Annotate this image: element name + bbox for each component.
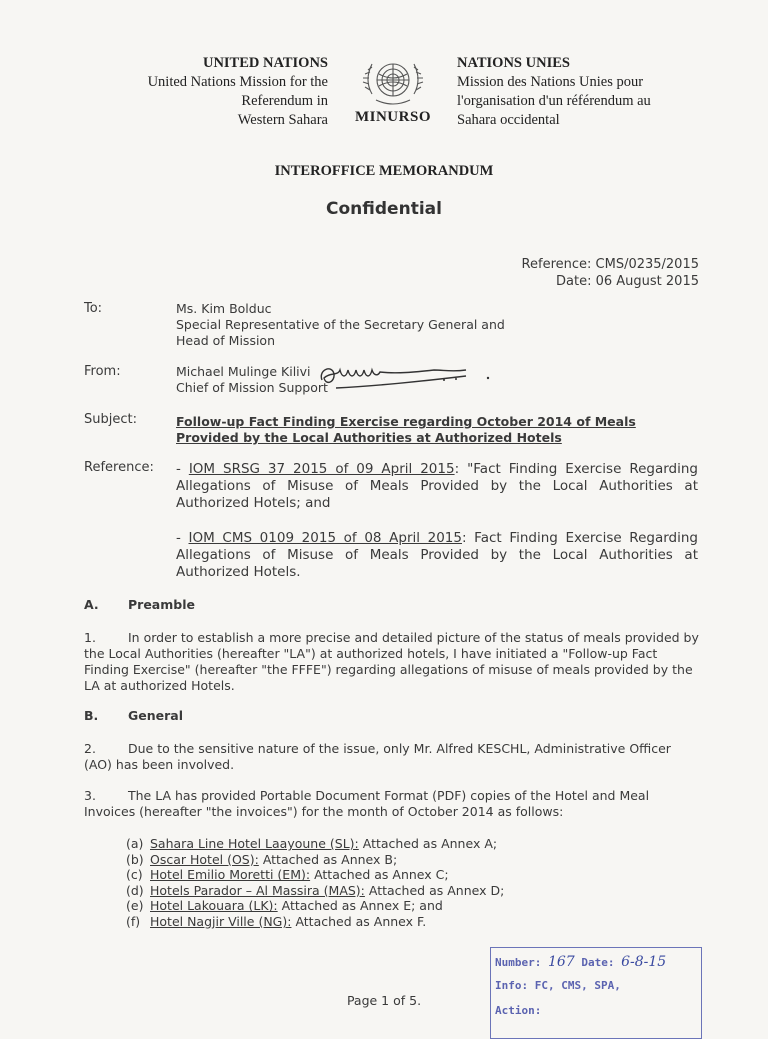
to-block bbox=[176, 301, 505, 349]
stamp-number-value: 167 bbox=[547, 954, 575, 970]
reference-label: Reference: bbox=[84, 460, 154, 475]
section-title: General bbox=[128, 708, 183, 723]
paragraph-text: Due to the sensitive nature of the issue, only Mr. Alfred KESCHL, Administrative Officer (AO) has been involved. bbox=[84, 741, 671, 772]
org-name-fr: NATIONS UNIES bbox=[457, 55, 570, 71]
org-name-en: UNITED NATIONS bbox=[202, 55, 328, 71]
section-heading bbox=[84, 708, 183, 723]
reference-item bbox=[176, 530, 698, 581]
signature-icon bbox=[316, 358, 496, 398]
paragraph-text: In order to establish a more precise and detailed picture of the status of meals provided by the Local Authorities (hereafter "LA") at authorized hotels, I have initiated a "Follow-up Fact Finding Exercise" (hereafter "the FFFE") regarding allegations of misuse of meals provided by the LA at authorized Hotels. bbox=[84, 630, 699, 693]
reference-link: IOM SRSG 37 2015 of 09 April 2015 bbox=[188, 461, 455, 477]
hotel-name: Oscar Hotel (OS): bbox=[150, 851, 259, 867]
paragraph bbox=[84, 630, 700, 694]
list-item bbox=[126, 898, 504, 914]
mission-line-fr-2: l'organisation d'un référendum au bbox=[457, 93, 651, 109]
section-letter: B. bbox=[84, 708, 99, 723]
reference-item-dash: - bbox=[176, 530, 189, 546]
reference-item-dash: - bbox=[176, 461, 189, 477]
annex-letter: (a) bbox=[126, 836, 144, 851]
mission-line-fr-3: Sahara occidental bbox=[457, 112, 560, 128]
mission-acronym: MINURSO bbox=[354, 109, 431, 125]
recipient-name: Ms. Kim Bolduc bbox=[176, 301, 272, 316]
sender-title: Chief of Mission Support bbox=[176, 380, 328, 395]
subject-text: Follow-up Fact Finding Exercise regarding October 2014 of Meals Provided by the Local Authorities at Authorized Hotels bbox=[176, 414, 636, 445]
un-emblem-icon bbox=[354, 52, 432, 112]
paragraph bbox=[84, 741, 700, 773]
stamp-action-label: Action: bbox=[495, 1004, 542, 1017]
recipient-title-2: Head of Mission bbox=[176, 333, 276, 348]
letterhead-english bbox=[120, 54, 328, 130]
stamp-number-row bbox=[495, 954, 666, 970]
annex-ref: Attached as Annex D; bbox=[368, 882, 505, 898]
annex-ref: Attached as Annex F. bbox=[295, 913, 427, 929]
hotel-name: Hotel Lakouara (LK): bbox=[150, 898, 278, 914]
stamp-info: Info: FC, CMS, SPA, bbox=[495, 979, 621, 992]
annex-ref: Attached as Annex A; bbox=[362, 836, 498, 851]
mission-line-en-1: United Nations Mission for the bbox=[147, 74, 328, 90]
to-label: To: bbox=[84, 301, 103, 316]
section-letter: A. bbox=[84, 597, 99, 612]
mission-line-en-2: Referendum in bbox=[241, 93, 328, 109]
reference-item-text: : Fact Finding Exercise Regarding Allegations of Misuse of Meals Provided by the Local Authorities at Authorized Hotels. bbox=[176, 530, 698, 580]
annex-letter: (c) bbox=[126, 867, 143, 883]
annex-letter: (d) bbox=[126, 882, 144, 898]
reference-date-block bbox=[420, 256, 699, 290]
memo-type-heading: INTEROFFICE MEMORANDUM bbox=[274, 163, 494, 179]
section-title: Preamble bbox=[128, 597, 195, 612]
section-heading bbox=[84, 597, 195, 612]
page-number: Page 1 of 5. bbox=[346, 993, 422, 1008]
classification-heading: Confidential bbox=[326, 199, 442, 219]
from-block bbox=[176, 364, 328, 396]
from-label: From: bbox=[84, 364, 121, 379]
letterhead-french bbox=[457, 54, 737, 130]
reference-number: Reference: CMS/0235/2015 bbox=[521, 257, 699, 272]
stamp-date-value: 6-8-15 bbox=[621, 954, 667, 970]
reference-item-text: : "Fact Finding Exercise Regarding Allegations of Misuse of Meals Provided by the Local Authorities at Authorized Hotels; and bbox=[176, 461, 698, 511]
hotel-name: Hotels Parador – Al Massira (MAS): bbox=[150, 882, 365, 898]
list-item bbox=[126, 914, 504, 930]
recipient-title-1: Special Representative of the Secretary General and bbox=[176, 317, 505, 332]
mission-line-fr-1: Mission des Nations Unies pour bbox=[457, 74, 644, 90]
memo-date: Date: 06 August 2015 bbox=[556, 274, 699, 289]
list-item bbox=[126, 852, 504, 868]
list-item bbox=[126, 836, 504, 852]
mission-line-en-3: Western Sahara bbox=[237, 112, 328, 128]
annex-ref: Attached as Annex C; bbox=[314, 867, 449, 883]
reference-item bbox=[176, 461, 698, 512]
hotel-name: Hotel Nagjir Ville (NG): bbox=[150, 913, 292, 929]
stamp-action-row bbox=[495, 1004, 541, 1017]
list-item bbox=[126, 867, 504, 883]
annex-list bbox=[126, 836, 504, 930]
paragraph-number: 1. bbox=[84, 630, 96, 645]
hotel-name: Hotel Emilio Moretti (EM): bbox=[150, 867, 311, 883]
stamp-date-label: Date: bbox=[581, 956, 615, 969]
paragraph-text: The LA has provided Portable Document Format (PDF) copies of the Hotel and Meal Invoices (hereafter "the invoices") for the month of October 2014 as follows: bbox=[84, 788, 650, 819]
reference-link: IOM CMS 0109 2015 of 08 April 2015 bbox=[188, 530, 462, 546]
paragraph bbox=[84, 788, 700, 820]
list-item bbox=[126, 883, 504, 899]
annex-letter: (f) bbox=[126, 913, 141, 929]
stamp-info-row bbox=[495, 979, 621, 992]
annex-letter: (e) bbox=[126, 898, 144, 914]
annex-letter: (b) bbox=[126, 851, 144, 867]
subject-label: Subject: bbox=[84, 412, 137, 427]
paragraph-number: 2. bbox=[84, 741, 96, 756]
hotel-name: Sahara Line Hotel Laayoune (SL): bbox=[150, 836, 359, 851]
annex-ref: Attached as Annex E; and bbox=[281, 898, 443, 914]
stamp-number-label: Number: bbox=[495, 956, 542, 969]
paragraph-number: 3. bbox=[84, 788, 96, 803]
sender-name: Michael Mulinge Kilivi bbox=[176, 364, 311, 379]
registry-stamp bbox=[490, 947, 702, 1039]
annex-ref: Attached as Annex B; bbox=[262, 851, 398, 867]
